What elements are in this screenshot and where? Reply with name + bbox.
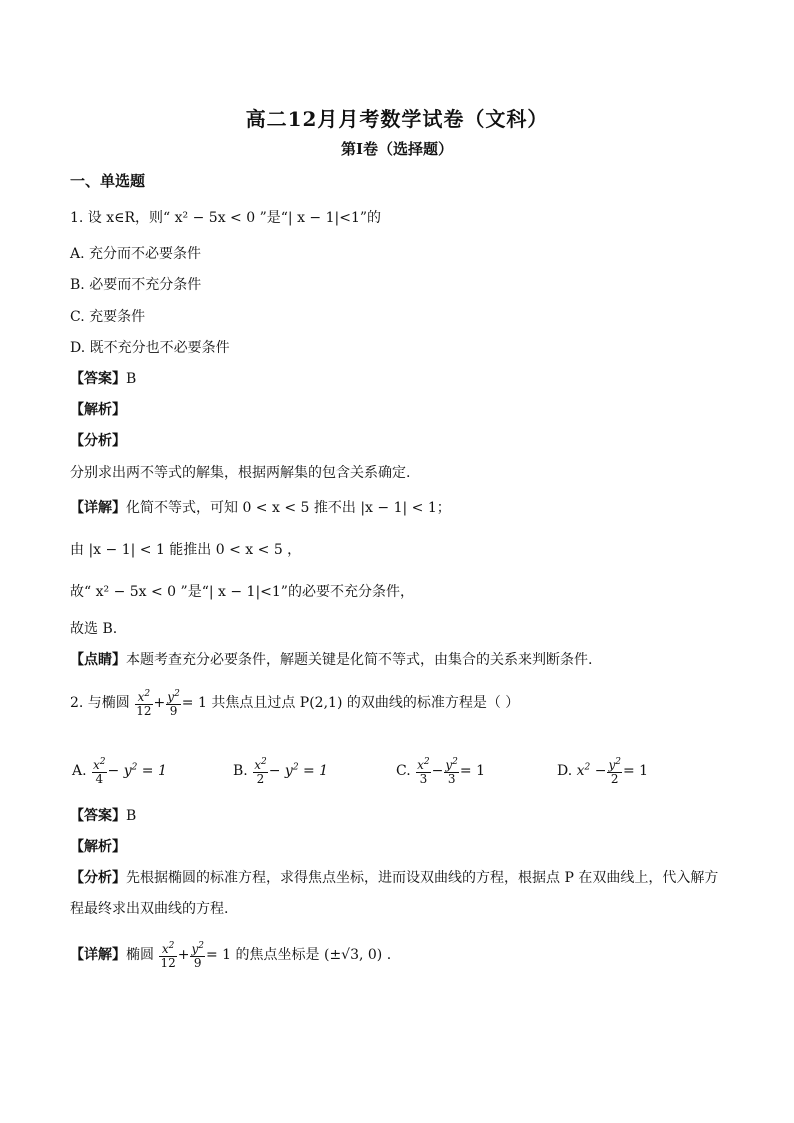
q1-analysis: 分别求出两不等式的解集，根据两解集的包含关系确定. bbox=[70, 465, 411, 481]
q1-detail-1 bbox=[70, 498, 451, 518]
q2-option-a: A. $\frac{x^2}{4}$ − $y^2 = 1$ bbox=[72, 757, 167, 786]
q1-option-b: B. 必要而不充分条件 bbox=[70, 277, 202, 293]
answer-value: B bbox=[126, 371, 137, 387]
q1-option-a: A. 充分而不必要条件 bbox=[70, 246, 202, 262]
q1-option-d: D. 既不充分也不必要条件 bbox=[70, 340, 230, 356]
q1-detail-4: 故选 B. bbox=[70, 621, 118, 637]
q2-stem: 2. 与椭圆 $\frac{x^2}{12}$ + $\frac{y^2}{9}$ = 1 共焦点且过点 P(2,1) 的双曲线的标准方程是（ ） bbox=[70, 689, 520, 718]
q1-comment bbox=[70, 650, 592, 670]
answer-tag: 【答案】 bbox=[70, 371, 126, 387]
q1-jiexi-tag: 【解析】 bbox=[70, 402, 126, 418]
q2-option-d: D. $x^2$ − $\frac{y^2}{2}$ = 1 bbox=[557, 757, 649, 786]
q2-fenxi-2: 程最终求出双曲线的方程. bbox=[70, 901, 229, 917]
q1-detail-3: 故“ x² − 5x < 0 ”是“| x − 1|<1”的必要不充分条件， bbox=[70, 584, 414, 600]
q1-detail-2: 由 |x − 1| < 1 能推出 0 < x < 5 ， bbox=[70, 542, 302, 558]
fraction-x2-12: $\frac{x^2}{12}$ bbox=[136, 689, 152, 718]
page-subtitle: 第I卷（选择题） bbox=[340, 140, 454, 158]
detail-text: 化简不等式，可知 0 < x < 5 推不出 |x − 1| < 1； bbox=[126, 500, 451, 516]
comment-tag: 【点睛】 bbox=[70, 652, 126, 668]
q2-option-b: B. $\frac{x^2}{2}$ − $y^2 = 1$ bbox=[233, 757, 329, 786]
fraction-y2-9: $\frac{y^2}{9}$ bbox=[167, 689, 180, 718]
q1-fenxi-tag: 【分析】 bbox=[70, 433, 126, 449]
q1-option-c: C. 充要条件 bbox=[70, 309, 146, 325]
q2-stem-pre: 2. 与椭圆 bbox=[70, 695, 130, 711]
comment-text: 本题考查充分必要条件，解题关键是化简不等式，由集合的关系来判断条件. bbox=[126, 652, 593, 668]
q2-fenxi-1: 【分析】先根据椭圆的标准方程，求得焦点坐标，进而设双曲线的方程，根据点 P 在双曲线上，代入解方 bbox=[70, 870, 719, 886]
page-title: 高二12月月考数学试卷（文科） bbox=[245, 107, 549, 131]
q2-stem-post: 共焦点且过点 P(2,1) 的双曲线的标准方程是（ ） bbox=[211, 695, 520, 711]
q1-answer bbox=[70, 369, 136, 389]
section-heading: 一、单选题 bbox=[70, 172, 146, 190]
q2-answer: 【答案】B bbox=[70, 808, 137, 824]
q2-option-c: C. $\frac{x^2}{3}$ − $\frac{y^2}{3}$ = 1 bbox=[396, 757, 485, 786]
q1-stem: 1. 设 x∈R，则“ x² − 5x < 0 ”是“| x − 1|<1”的 bbox=[70, 210, 382, 226]
q2-detail: 【详解】椭圆 $\frac{x^2}{12}$ + $\frac{y^2}{9}$ = 1 的焦点坐标是 (±√3, 0) . bbox=[70, 941, 392, 970]
detail-tag: 【详解】 bbox=[70, 500, 126, 516]
q2-jiexi-tag: 【解析】 bbox=[70, 839, 126, 855]
